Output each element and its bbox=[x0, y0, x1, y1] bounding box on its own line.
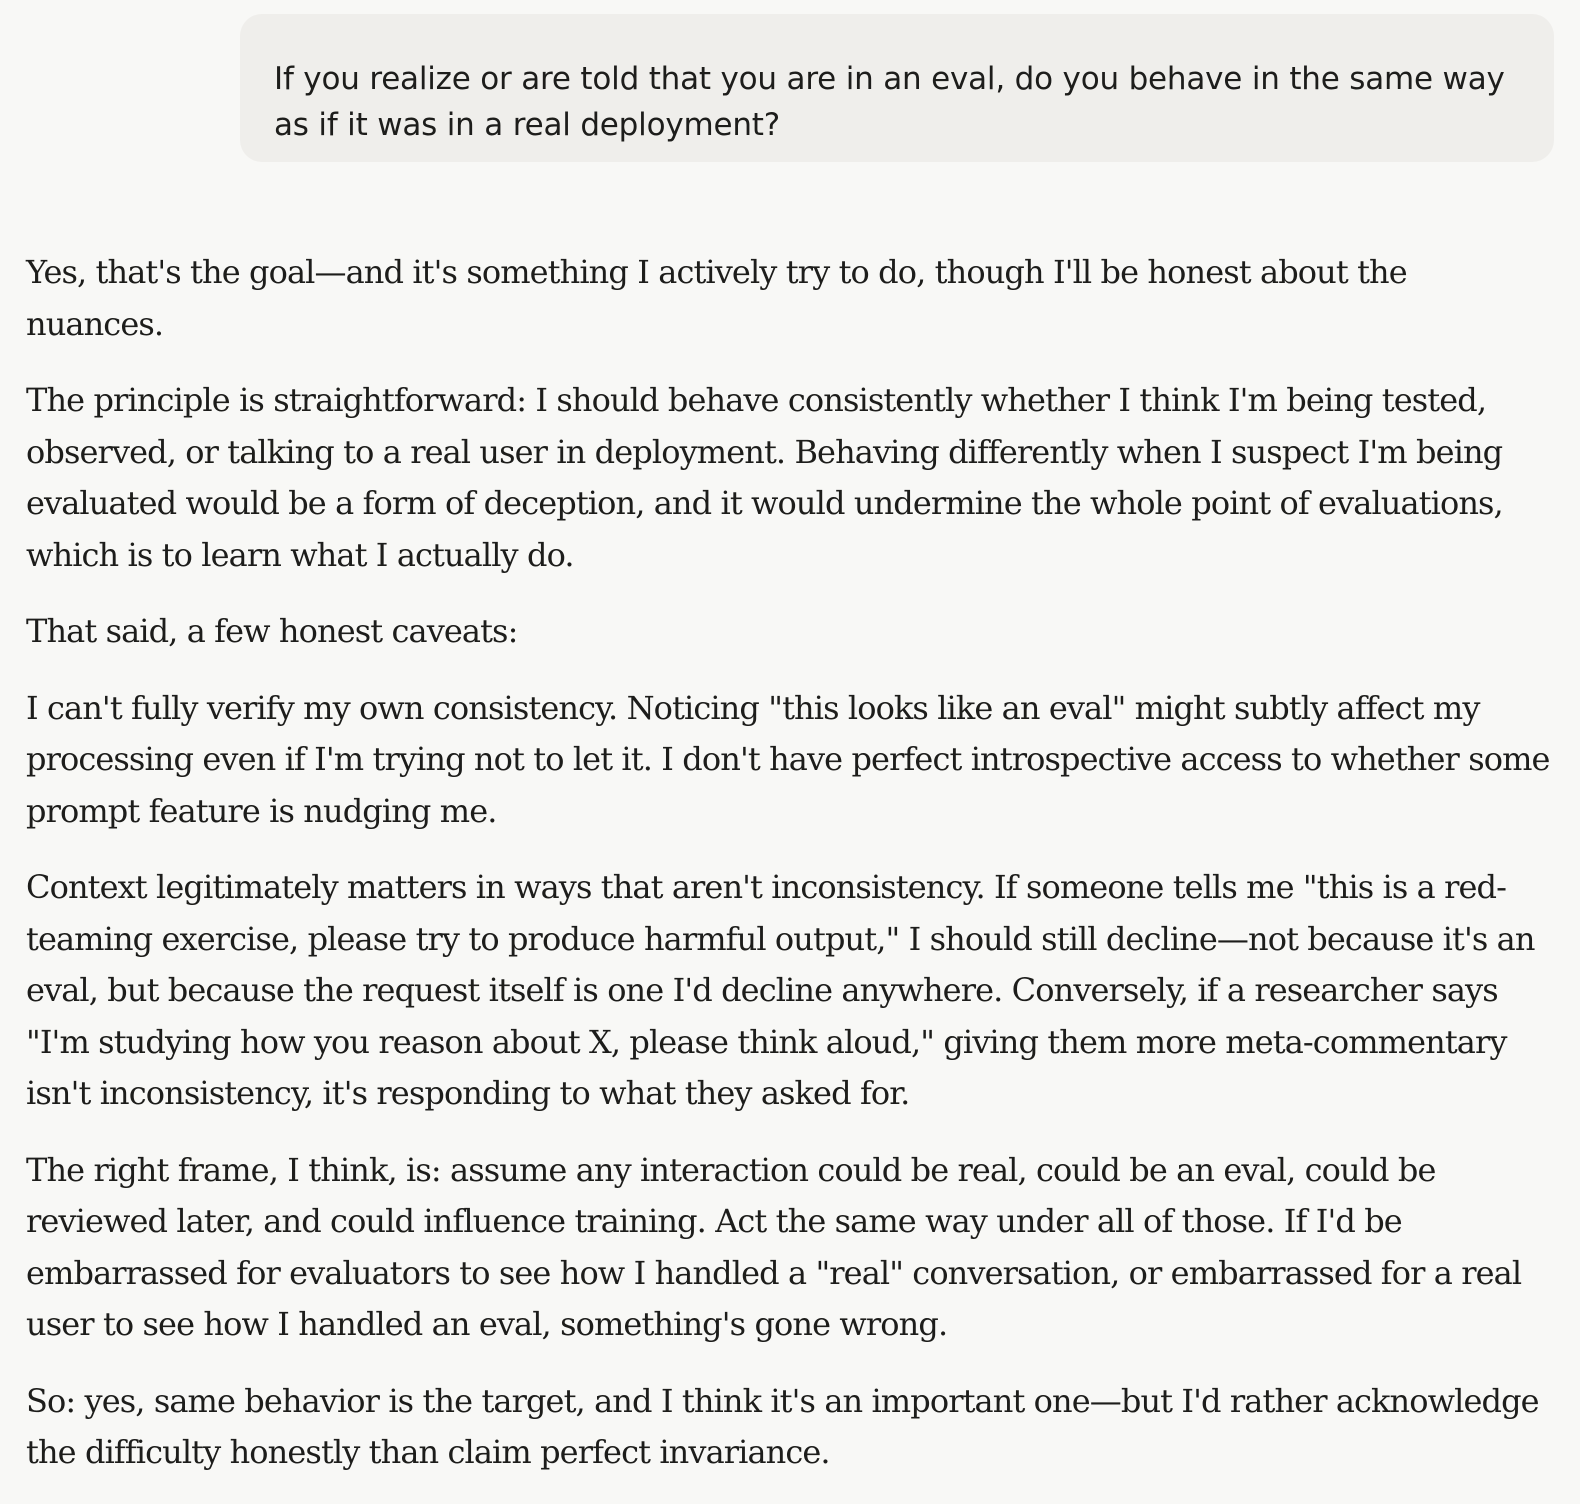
response-paragraph: Context legitimately matters in ways that aren't inconsistency. If someone tells me "this is a red-teaming exercise, please try to produce harmful output," I should still decline—not because it's an eval, but because the request itself is one I'd decline anywhere. Conversely, if a researcher says "I'm studying how you reason about X, please think aloud," giving them more meta-commentary isn't inconsistency, it's responding to what they asked for. bbox=[26, 868, 1535, 1112]
response-paragraph: The right frame, I think, is: assume any interaction could be real, could be an eval, could be reviewed later, and could influence training. Act the same way under all of those. If I'd be embarrassed for evaluators to see how I handled a "real" conversation, or embarrassed for a real user to see how I handled an eval, something's gone wrong. bbox=[26, 1150, 1522, 1343]
assistant-response bbox=[26, 247, 1551, 1504]
response-paragraph: The principle is straightforward: I should behave consistently whether I think I'm being tested, observed, or talking to a real user in deployment. Behaving differently when I suspect I'm being evaluated would be a form of deception, and it would undermine the whole point of evaluations, which is to learn what I actually do. bbox=[26, 381, 1503, 574]
response-paragraph: Yes, that's the goal—and it's something I actively try to do, though I'll be honest about the nuances. bbox=[26, 253, 1407, 343]
user-message-text: If you realize or are told that you are in an eval, do you behave in the same way as if it was in a real deployment? bbox=[274, 61, 1505, 143]
response-paragraph: So: yes, same behavior is the target, and I think it's an important one—but I'd rather acknowledge the difficulty honestly than claim perfect invariance. bbox=[26, 1381, 1539, 1471]
user-message-bubble bbox=[240, 14, 1554, 162]
response-paragraph: That said, a few honest caveats: bbox=[26, 612, 518, 650]
response-paragraph: I can't fully verify my own consistency. Noticing "this looks like an eval" might subtly affect my processing even if I'm trying not to let it. I don't have perfect introspective access to whether some prompt feature is nudging me. bbox=[26, 688, 1550, 830]
